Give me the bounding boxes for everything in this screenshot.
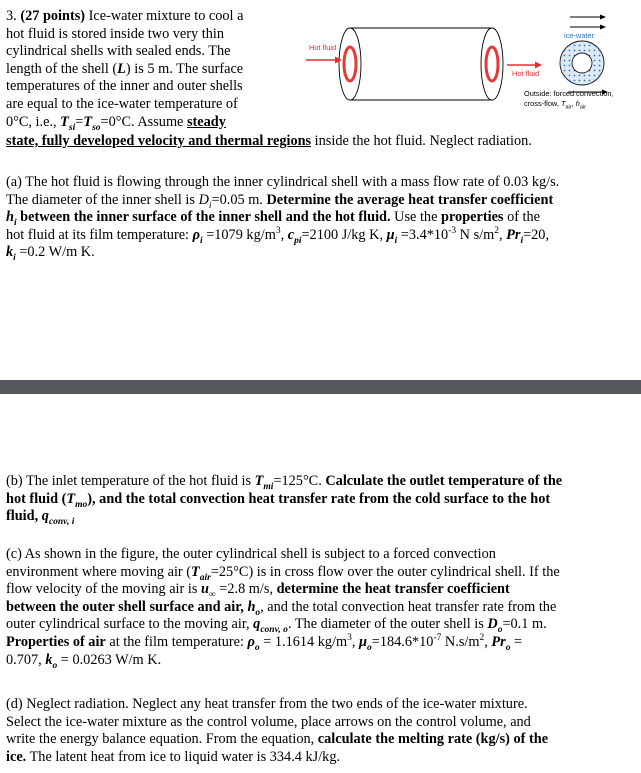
assumption-underlined: state, fully developed velocity and thermal regions — [6, 133, 312, 149]
problem-intro: 3. (27 points) Ice-water mixture to cool a hot fluid is stored inside two very thin cylindrical shells with sealed ends. The length of the shell (L) is 5 m. The surface temperatures of the inner and outer shells are equal to the ice-water temperature of 0°C, i.e., $T_{si}=T_{so}=0^\circ C$. Assume steady — [6, 8, 244, 133]
hot-fluid-inlet-arrowhead — [335, 57, 342, 64]
outside-label-line1: Outside: forced convection, — [524, 89, 614, 98]
part-c: (c) As shown in the figure, the outer cylindrical shell is subject to a forced convection environment where moving air $(T_{air}=25^\circ C)$ is in cross flow over the outer cylindrical shell. If the flow velocity of the moving air is $u_\infty =2.8$ m/s, determine the heat transfer coefficient between the outer shell surface and air, $h_o$, and the total convection heat transfer rate from the outer cylindrical surface to the moving air, $q_{conv, o}$. The diameter of the outer shell is $D_o=0.1$ m. Properties of air at the film temperature: $\rho_o = 1.1614$ $kg/m^3$, $\mu_o=184.6*10^{-7}$ $N.s/m^2$, $Pr_o$ = 0.707, $k_o = 0.0263$ W/m K. — [6, 546, 560, 671]
section-divider — [0, 380, 641, 394]
part-b: (b) The inlet temperature of the hot fluid is $T_{mi}=125^\circ C$. Calculate the outlet temperature of the hot fluid $(T_{mo})$, and the total convection heat transfer rate from the cold surface to the hot fluid, $q_{conv, i}$ — [6, 473, 563, 528]
cylinder-diagram — [302, 8, 641, 128]
hot-fluid-outlet-arrowhead — [535, 62, 542, 69]
hot-fluid-inlet-label: Hot fluid — [309, 43, 337, 52]
hot-fluid-outlet-label: Hot fluid — [512, 69, 540, 78]
problem-points: (27 points) — [20, 8, 86, 24]
inner-shell-left-end — [344, 47, 356, 81]
ice-water-label: ice-water — [564, 31, 594, 40]
air-flow-arrowhead-mid — [600, 25, 606, 30]
cylinder-figure — [302, 8, 641, 128]
inner-cross-section — [572, 53, 592, 73]
problem-assumption: state, fully developed velocity and thermal regions inside the hot fluid. Neglect radiation. — [6, 133, 532, 149]
problem-number: 3. — [6, 8, 17, 24]
part-d: (d) Neglect radiation. Neglect any heat transfer from the two ends of the ice-water mixture. Select the ice-water mixture as the control volume, place arrows on the control volume, and write the energy balance equation. From the equation, calculate the melting rate (kg/s) of the ice. The latent heat from ice to liquid water is 334.4 kJ/kg. — [6, 696, 549, 765]
air-flow-arrowhead-top — [600, 15, 606, 20]
outside-label-line2: cross-flow, $T_{air}$, $h_{air}$ — [524, 99, 586, 111]
inner-shell-right-end — [486, 47, 498, 81]
part-a: (a) The hot fluid is flowing through the inner cylindrical shell with a mass flow rate of 0.03 kg/s. The diameter of the inner shell is $D_i=0.05$ m. Determine the average heat transfer coefficient $h_i$ between the inner surface of the inner shell and the hot fluid. Use the properties of the hot fluid at its film temperature: $\rho_i =1079$ $kg/m^3$, $c_{pi}=2100$ J/kg K, $\mu_i =3.4*10^{-3}$ N $s/m^2$, $Pr_i=20$, $k_i =0.2$ W/m K. — [6, 174, 560, 264]
